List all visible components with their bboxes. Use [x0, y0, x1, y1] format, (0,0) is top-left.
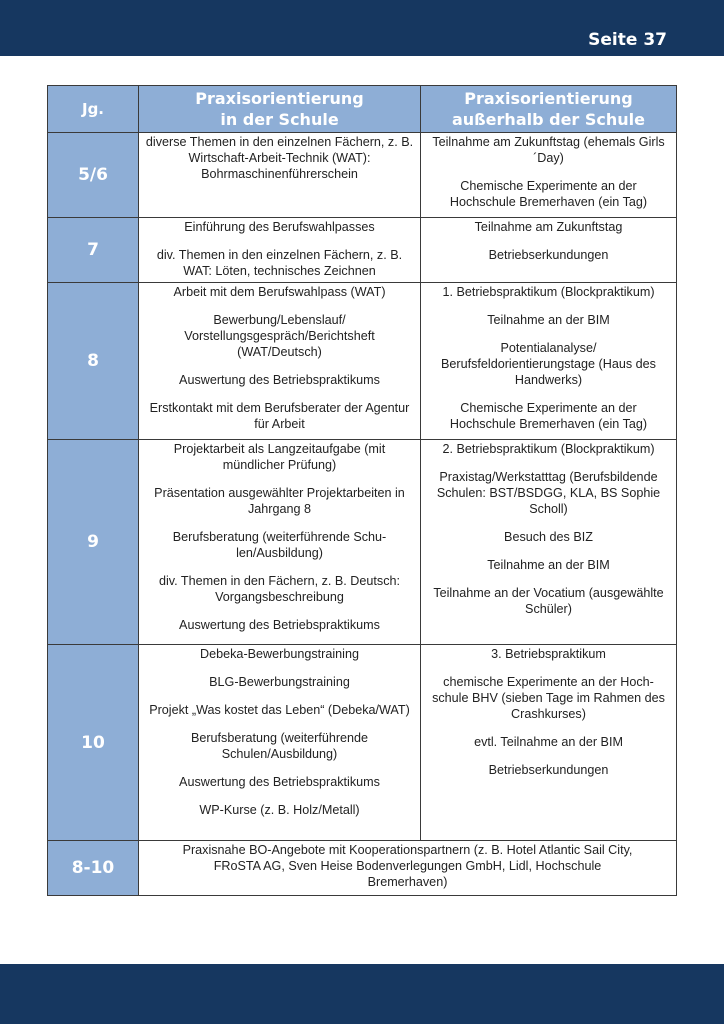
- table-row-summary: [48, 841, 677, 896]
- outside-item: Praxistag/Werkstatttag (Berufsbildende Schulen: BST/BSDGG, KLA, BS Sophie Scholl): [436, 470, 661, 516]
- header-band: [0, 0, 724, 56]
- outside-item: Potentialanalyse/ Berufsfeldorientierungstage (Haus des Handwerks): [441, 341, 656, 387]
- outside-item: 1. Betriebspraktikum (Blockpraktikum): [442, 285, 655, 299]
- school-item: Präsentation ausgewählter Projektarbeiten in Jahrgang 8: [154, 486, 405, 516]
- outside-item: Chemische Experimente an der Hochschule Bremerhaven (ein Tag): [449, 401, 648, 431]
- year-cell: 8: [48, 283, 139, 440]
- outside-item: Chemische Experimente an der Hochschule Bremerhaven (ein Tag): [449, 179, 648, 209]
- outside-item: Teilnahme an der Vocatium (ausgewählte Schüler): [433, 586, 664, 616]
- school-item: Projekt „Was kostet das Leben“ (Debeka/WAT): [149, 703, 410, 717]
- school-item: Bewerbung/Lebenslauf/ Vorstellungsgespräch/Berichtsheft (WAT/Deutsch): [184, 313, 375, 359]
- year-cell: 10: [48, 645, 139, 841]
- school-item: diverse Themen in den einzelnen Fächern, z. B. Wirtschaft-Arbeit-Technik (WAT): Bohrmaschinenführerschein: [145, 135, 414, 181]
- outside-item: Teilnahme am Zukunftstag: [474, 220, 623, 234]
- school-cell: [139, 645, 421, 841]
- cooperation-partners-cell: Praxisnahe BO-Angebote mit Kooperationspartnern (z. B. Hotel Atlantic Sail City, FRoSTA AG, Sven Heise Bodenverlegungen GmbH, Lidl, Hochschule Bremerhaven): [139, 841, 677, 896]
- school-item: Einführung des Berufswahlpasses: [184, 220, 375, 234]
- outside-item: 2. Betriebspraktikum (Blockpraktikum): [442, 442, 655, 456]
- school-cell: [139, 440, 421, 645]
- outside-cell: [421, 283, 677, 440]
- table-row: [48, 133, 677, 218]
- table-row: [48, 218, 677, 283]
- school-item: div. Themen in den einzelnen Fächern, z. B. WAT: Löten, technisches Zeichnen: [156, 248, 403, 278]
- school-item: Auswertung des Betriebspraktikums: [179, 373, 380, 387]
- school-item: div. Themen in den Fächern, z. B. Deutsch: Vorgangsbeschreibung: [158, 574, 401, 604]
- school-item: Debeka-Bewerbungstraining: [200, 647, 359, 661]
- year-cell: 9: [48, 440, 139, 645]
- school-item: Projektarbeit als Langzeitaufgabe (mit mündlicher Prüfung): [173, 442, 386, 472]
- school-item: Erstkontakt mit dem Berufsberater der Agentur für Arbeit: [149, 401, 410, 431]
- footer-band: [0, 964, 724, 1024]
- outside-item: Teilnahme am Zukunftstag (ehemals Girls´Day): [432, 135, 665, 165]
- header-outside-line1: Praxisorientierung: [464, 89, 633, 108]
- outside-item: evtl. Teilnahme an der BIM: [474, 735, 623, 749]
- school-item: Auswertung des Betriebspraktikums: [179, 618, 380, 632]
- school-cell: [139, 133, 421, 218]
- header-school-line2: in der Schule: [220, 110, 339, 129]
- header-outside: [421, 86, 677, 133]
- header-outside-line2: außerhalb der Schule: [451, 110, 646, 129]
- outside-item: Betriebserkundungen: [488, 763, 609, 777]
- outside-cell: [421, 218, 677, 283]
- outside-item: 3. Betriebspraktikum: [491, 647, 606, 661]
- header-school-line1: Praxisorientierung: [195, 89, 364, 108]
- page-number: Seite 37: [588, 30, 667, 50]
- school-item: Arbeit mit dem Berufswahlpass (WAT): [173, 285, 386, 299]
- table-row: [48, 440, 677, 645]
- table-row: [48, 283, 677, 440]
- outside-cell: [421, 645, 677, 841]
- school-item: WP-Kurse (z. B. Holz/Metall): [199, 803, 360, 817]
- year-cell: 5/6: [48, 133, 139, 218]
- school-item: Berufsberatung (weiterführende Schulen/Ausbildung): [190, 731, 369, 761]
- outside-item: Teilnahme an der BIM: [487, 313, 610, 327]
- praxisorientierung-table: [47, 85, 677, 896]
- table-row: [48, 645, 677, 841]
- school-item: BLG-Bewerbungstraining: [209, 675, 350, 689]
- table-header-row: [48, 86, 677, 133]
- school-item: Berufsberatung (weiterführende Schu-len/Ausbildung): [172, 530, 387, 560]
- school-item: Auswertung des Betriebspraktikums: [179, 775, 380, 789]
- outside-item: chemische Experimente an der Hoch-schule BHV (sieben Tage im Rahmen des Crashkurses): [432, 675, 665, 721]
- header-year: Jg.: [48, 86, 139, 133]
- year-cell: 7: [48, 218, 139, 283]
- school-cell: [139, 283, 421, 440]
- header-school: [139, 86, 421, 133]
- outside-cell: [421, 440, 677, 645]
- outside-item: Besuch des BIZ: [504, 530, 593, 544]
- outside-cell: [421, 133, 677, 218]
- outside-item: Betriebserkundungen: [488, 248, 609, 262]
- outside-item: Teilnahme an der BIM: [487, 558, 610, 572]
- school-cell: [139, 218, 421, 283]
- year-cell: 8-10: [48, 841, 139, 896]
